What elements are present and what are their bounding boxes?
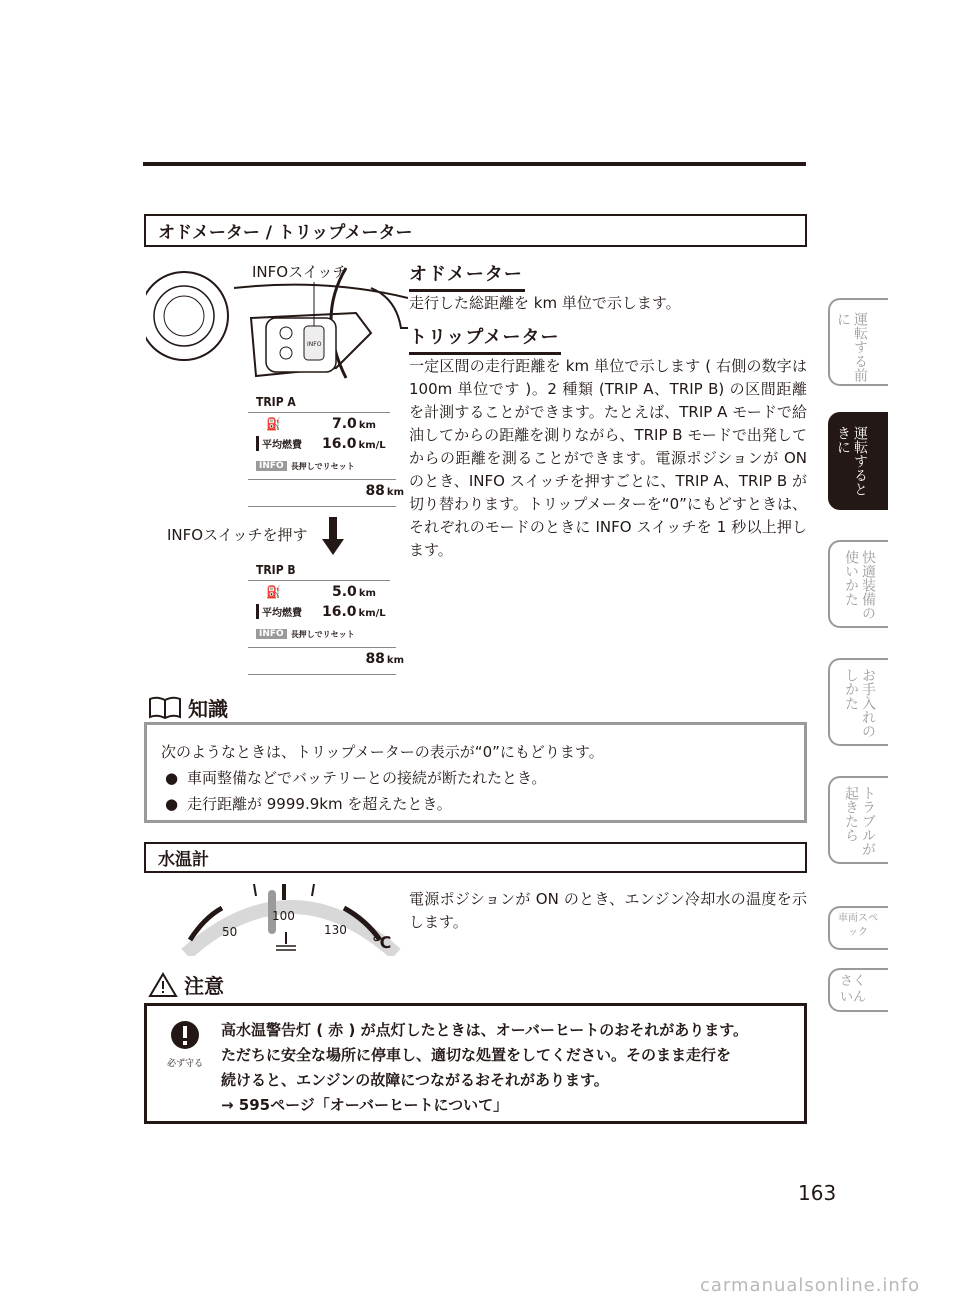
trip-a-info-text: 長押しでリセット: [290, 461, 355, 471]
trip-b-title: TRIP B: [256, 563, 296, 577]
knowledge-box: [144, 722, 807, 823]
caution-box: [144, 1003, 807, 1124]
trip-b-distance: 5.0: [332, 584, 357, 600]
trip-b-distance-unit: km: [358, 588, 376, 599]
trip-a-distance-unit: km: [358, 420, 376, 431]
callout-press-info: INFOスイッチを押す: [167, 526, 308, 544]
trip-a-fuel-label: 平均燃費: [256, 436, 322, 451]
caution-line: 高水温警告灯 ( 赤 ) が点灯したときは、オーバーヒートのおそれがあります。: [221, 1021, 749, 1039]
trip-b-fuel-unit: km/L: [358, 608, 386, 619]
trip-b-fuel-value: 16.0: [322, 604, 357, 620]
trip-b-fuel-row: [256, 604, 404, 624]
water-temp-text: 電源ポジションが ON のとき、エンジン冷却水の温度を示します。: [409, 890, 807, 931]
tab-while-driving[interactable]: [828, 412, 888, 510]
tab-while-driving-label: 運転するときに: [835, 426, 868, 496]
tab-comfort-features[interactable]: [828, 540, 888, 628]
top-rule: [143, 162, 806, 166]
coolant-temp-icon: [276, 932, 296, 950]
trip-a-odo-unit: km: [386, 487, 404, 498]
gauge-unit: ℃: [372, 933, 392, 952]
warning-triangle-icon: [148, 972, 178, 998]
trip-a-fuel-row: [256, 436, 404, 456]
tab-index-label: さくいん: [840, 974, 867, 1005]
trip-meter-title: トリップメーター: [409, 323, 561, 355]
trip-b-info-text: 長押しでリセット: [290, 629, 355, 639]
trip-meter-text: 一定区間の走行距離を km 単位で示します ( 右側の数字は 100m 単位です )。2 種類 (TRIP A、TRIP B) の区間距離を計測することができます。たとえば、TRIP A モードで給油してからの距離を測りながら、TRIP B モードで出発してからの距離を測ることができます。電源ポジションが ON のとき、INFO スイッチを押すごとに、TRIP A、TRIP B が切り替わります。トリップメーターを“0”にもどすときは、それぞれのモードのときに INFO スイッチを 1 秒以上押します。: [409, 357, 807, 559]
trip-b-distance-row: [256, 584, 404, 604]
trip-a-odo-row: [256, 483, 404, 503]
gauge-ring: [146, 272, 228, 360]
down-arrow-icon: [322, 517, 344, 555]
tab-troubleshooting-label: トラブルが起きたら: [843, 786, 876, 856]
gauge-tick: [312, 884, 314, 896]
caution-icon: [165, 1020, 205, 1069]
trip-a-fuel-unit: km/L: [358, 440, 386, 451]
divider: [248, 580, 390, 581]
trip-b-odo-row: [256, 651, 404, 671]
info-switch-label: INFO: [307, 341, 322, 348]
caution-link[interactable]: → 595ページ「オーバーヒートについて」: [221, 1096, 509, 1114]
callout-info-switch: INFOスイッチ: [252, 263, 348, 281]
book-icon: [148, 695, 182, 721]
dash-outline: [234, 285, 408, 298]
divider: [248, 647, 396, 648]
gauge-tick: [254, 884, 256, 896]
caution-text: [221, 1018, 748, 1118]
divider: [248, 506, 396, 507]
fuel-pump-icon: ⛽: [266, 417, 281, 431]
list-item: [161, 791, 804, 817]
gauge-max-label: 130: [324, 923, 347, 937]
tab-troubleshooting[interactable]: [828, 776, 888, 864]
list-item: [161, 765, 804, 791]
section-heading-odometer: オドメーター / トリップメーター: [144, 214, 807, 247]
trip-a-info-row: [256, 456, 404, 476]
trip-a-fuel-value: 16.0: [322, 436, 357, 452]
list-item-text: 走行距離が 9999.9km を超えたとき。: [187, 795, 452, 813]
knowledge-title-text: 知識: [188, 697, 228, 721]
exclamation-icon: [170, 1020, 200, 1050]
caution-title: [148, 970, 224, 999]
footer-watermark: carmanualsonline.info: [700, 1275, 921, 1296]
bullet-dot: ●: [165, 769, 179, 787]
gauge-min-label: 50: [222, 925, 238, 939]
caution-line: ただちに安全な場所に停車し、適切な処置をしてください。そのまま走行を: [221, 1046, 732, 1064]
tab-specifications-label: 車両スペック: [838, 913, 878, 938]
trip-b-fuel-label: 平均燃費: [256, 604, 322, 619]
trip-b-info-row: [256, 624, 404, 644]
odometer-text: 走行した総距離を km 単位で示します。: [409, 294, 681, 312]
caution-icon-label: 必ず守る: [166, 1059, 203, 1069]
divider: [248, 412, 390, 413]
page-number: 163: [798, 1181, 837, 1205]
gauge-mid-label: 100: [272, 909, 295, 923]
switch-panel: [266, 318, 336, 372]
trip-b-info-badge: INFO: [256, 629, 287, 639]
trip-a-title: TRIP A: [256, 395, 296, 409]
divider: [248, 479, 396, 480]
gauge-inner: [154, 286, 214, 346]
trip-a-display: [256, 395, 404, 510]
tab-index[interactable]: [828, 968, 888, 1012]
bullet-dot: ●: [165, 795, 179, 813]
trip-a-distance: 7.0: [332, 416, 357, 432]
tab-specifications[interactable]: [828, 906, 888, 950]
tab-comfort-features-label: 快適装備の使いかた: [843, 550, 876, 620]
tab-before-driving-label: 運転する前に: [835, 312, 868, 382]
tab-maintenance[interactable]: [828, 658, 888, 746]
fuel-pump-icon: ⛽: [266, 585, 281, 599]
tab-maintenance-label: お手入れのしかた: [843, 668, 876, 738]
knowledge-intro: 次のようなときは、トリップメーターの表示が“0”にもどります。: [161, 743, 604, 761]
trip-a-info-badge: INFO: [256, 461, 287, 471]
gauge-center: [164, 296, 204, 336]
trip-b-odo-value: 88: [365, 651, 385, 667]
list-item-text: 車両整備などでバッテリーとの接続が断たれたとき。: [187, 769, 547, 787]
trip-a-distance-row: [256, 416, 404, 436]
trip-b-odo-unit: km: [386, 655, 404, 666]
caution-line: 続けると、エンジンの故障につながるおそれがあります。: [221, 1071, 609, 1089]
caution-title-text: 注意: [184, 974, 224, 998]
knowledge-title: [148, 693, 228, 722]
water-temp-gauge: [176, 880, 406, 956]
trip-a-odo-value: 88: [365, 483, 385, 499]
divider: [248, 674, 396, 675]
odometer-title: オドメーター: [409, 260, 525, 292]
trip-b-display: [256, 563, 404, 678]
section-heading-water-temp: 水温計: [144, 842, 807, 873]
tab-before-driving[interactable]: [828, 298, 888, 386]
